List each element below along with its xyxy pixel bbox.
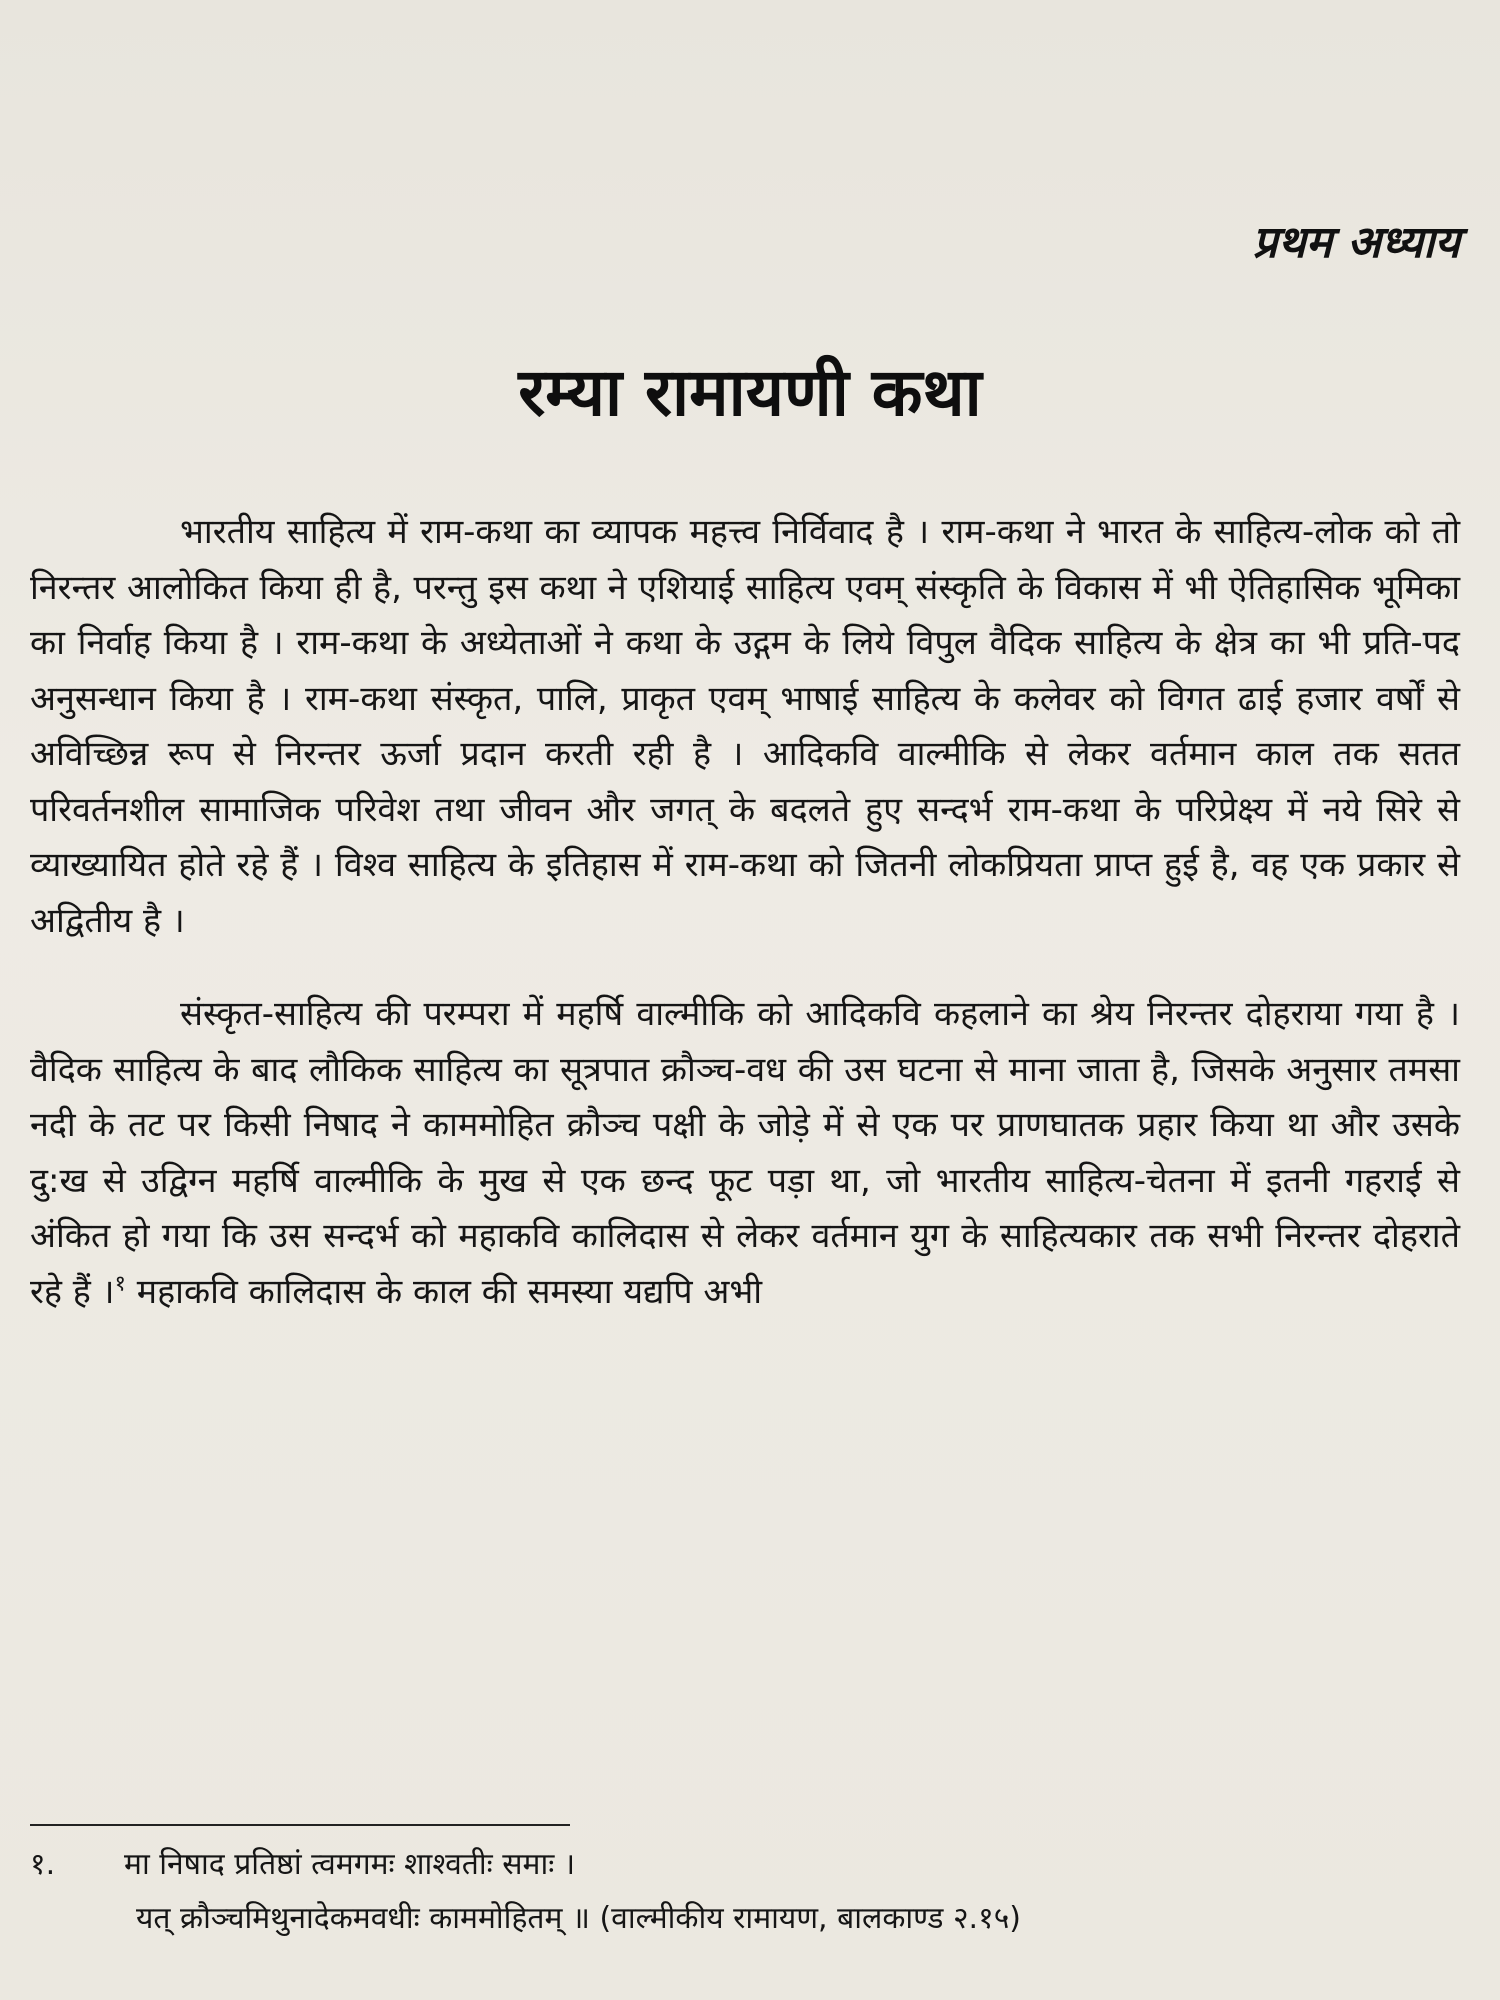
footnote-verse-line-1: मा निषाद प्रतिष्ठां त्वमगमः शाश्वतीः समाः । — [124, 1847, 576, 1882]
paragraph-2-continuation: महाकवि कालिदास के काल की समस्या यद्यपि अभी — [125, 1271, 763, 1312]
footnote-divider — [30, 1824, 570, 1826]
footnote-ref: १ — [114, 1271, 126, 1297]
paragraph-1-text: भारतीय साहित्य में राम-कथा का व्यापक महत्त्व निर्विवाद है । राम-कथा ने भारत के साहित्य-लोक को तो निरन्तर आलोकित किया ही है, परन्तु इस कथा ने एशियाई साहित्य एवम् संस्कृति के विकास में भी ऐतिहासिक भूमिका का निर्वाह किया है । राम-कथा के अध्येताओं ने कथा के उद्गम के लिये विपुल वैदिक साहित्य के क्षेत्र का भी प्रति-पद अनुसन्धान किया है । राम-कथा संस्कृत, पालि, प्राकृत एवम् भाषाई साहित्य के कलेवर को विगत ढाई हजार वर्षों से अविच्छिन्न रूप से निरन्तर ऊर्जा प्रदान करती रही है । आदिकवि वाल्मीकि से लेकर वर्तमान काल तक सतत परिवर्तनशील सामाजिक परिवेश तथा जीवन और जगत् के बदलते हुए सन्दर्भ राम-कथा के परिप्रेक्ष्य में नये सिरे से व्याख्यायित होते रहे हैं । विश्व साहित्य के इतिहास में राम-कथा को जितनी लोकप्रियता प्राप्त हुई है, वह एक प्रकार से अद्वितीय है । — [30, 512, 1460, 941]
footnote-line-2 — [30, 1892, 1470, 1946]
body-text — [30, 505, 1460, 1358]
footnote-line-1 — [30, 1838, 1470, 1892]
paragraph-1 — [30, 505, 1460, 949]
paragraph-2-text: संस्कृत-साहित्य की परम्परा में महर्षि वाल्मीकि को आदिकवि कहलाने का श्रेय निरन्तर दोहराया गया है । वैदिक साहित्य के बाद लौकिक साहित्य का सूत्रपात क्रौञ्च-वध की उस घटना से माना जाता है, जिसके अनुसार तमसा नदी के तट पर किसी निषाद ने काममोहित क्रौञ्च पक्षी के जोड़े में से एक पर प्राणघातक प्रहार किया था और उसके दु:ख से उद्विग्न महर्षि वाल्मीकि के मुख से एक छन्द फूट पड़ा था, जो भारतीय साहित्य-चेतना में इतनी गहराई से अंकित हो गया कि उस सन्दर्भ को महाकवि कालिदास से लेकर वर्तमान युग के साहित्यकार तक सभी निरन्तर दोहराते रहे हैं । — [30, 994, 1460, 1312]
footnote-number: १. — [30, 1847, 56, 1882]
chapter-label: प्रथम अध्याय — [1252, 217, 1460, 268]
footnotes — [30, 1838, 1470, 1946]
paragraph-2 — [30, 987, 1460, 1320]
footnote-verse-line-2: यत् क्रौञ्चमिथुनादेकमवधीः काममोहितम् ॥ (वाल्मीकीय रामायण, बालकाण्ड २.१५) — [136, 1901, 1022, 1936]
page-title: रम्या रामायणी कथा — [518, 354, 982, 431]
